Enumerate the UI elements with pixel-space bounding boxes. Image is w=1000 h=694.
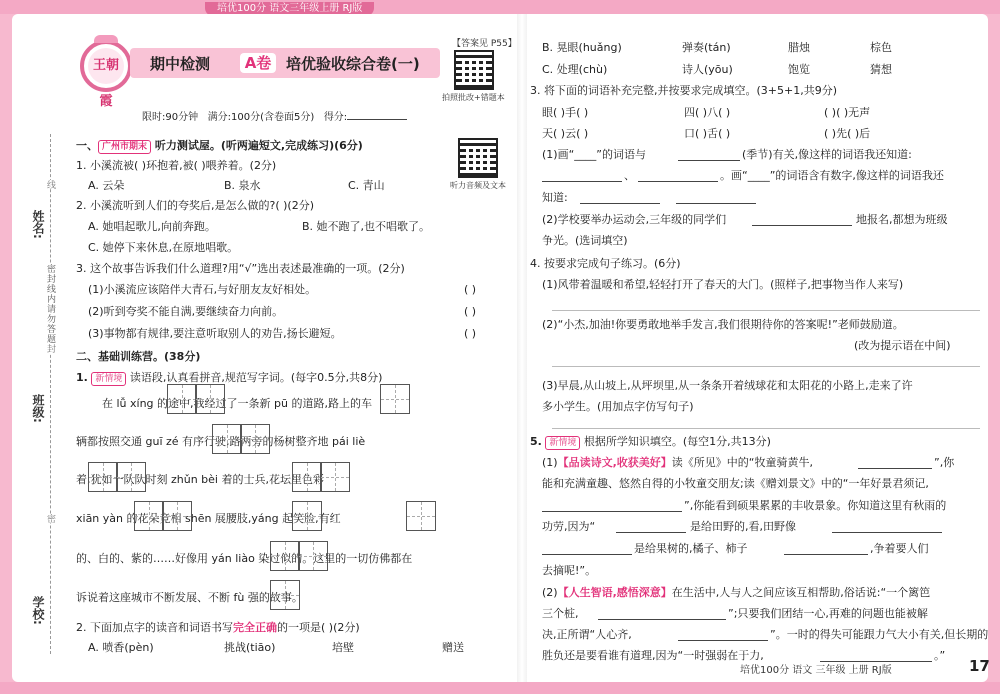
season-blank[interactable] (678, 160, 740, 161)
q2b-option-a-word2: 挑战(tiāo) (224, 641, 276, 654)
word-blank[interactable] (638, 181, 718, 182)
page-fold (517, 14, 527, 682)
top-border (0, 0, 1000, 14)
word-blank[interactable] (542, 181, 622, 182)
char-box[interactable] (167, 384, 197, 414)
q3-sub1-sep: 、 (624, 169, 635, 182)
q5-2-line-1 (542, 585, 930, 601)
q5-2-end: 。” (934, 649, 946, 662)
q1-option-a[interactable]: A. 云朵 (88, 179, 125, 192)
q2-option-b[interactable]: B. 她不跑了,也不唱歌了。 (302, 220, 431, 233)
answer-reference: 【答案见 P55】 (452, 39, 517, 49)
char-box[interactable] (380, 384, 410, 414)
crown-icon (94, 35, 118, 43)
region-tag: 广州市期末 (98, 140, 151, 154)
section-one-heading (76, 138, 363, 154)
paper-title: 培优验收综合卷(一) (286, 55, 420, 73)
audio-qr-caption: 听力音频及文本 (450, 181, 506, 190)
paper-label: A卷 (240, 53, 276, 73)
section-one-title: 听力测试屋。(听两遍短文,完成练习)(6分) (154, 139, 363, 152)
text-blank[interactable] (784, 554, 868, 555)
text-blank[interactable] (832, 532, 942, 533)
idiom-4[interactable]: 天( )云( ) (542, 127, 589, 140)
seal-strip (12, 14, 70, 682)
passage-line-6: 诉说着这座城市不断发展、不断 fù 强的故事。 (76, 591, 303, 604)
q5-number: 5. (530, 435, 542, 448)
q2b-option-b-word4: 棕色 (870, 41, 892, 54)
q4-item-3-hint: 多小学生。(用加点字仿写句子) (542, 400, 694, 413)
q3-sub1-text-b: (季节)有关,像这样的词语我还知道: (742, 148, 912, 161)
q1-option-b[interactable]: B. 泉水 (224, 179, 261, 192)
q2b-option-b[interactable]: B. 晃眼(huǎng) (542, 41, 622, 54)
q5-2-text: 在生活中,人与人之间应该互相帮助,俗话说:“一个篱笆 (671, 586, 931, 599)
q3-sub1-text-d: 。画“____”的词语含有数字,像这样的词语我还 (720, 169, 944, 182)
question-1: 1. 小溪流被( )环抱着,被( )喂养着。(2分) (76, 159, 277, 172)
section-one-number: 一、 (76, 139, 98, 152)
seal-line (50, 134, 51, 654)
q5-1-line-6: 去摘呢!”。 (542, 564, 597, 577)
char-box[interactable] (212, 424, 242, 454)
name-label: 姓名: (31, 210, 45, 239)
saying-blank[interactable] (598, 619, 726, 620)
exam-info (142, 108, 407, 123)
poem-blank[interactable] (542, 511, 682, 512)
passage-number: 1. (76, 371, 88, 384)
q1-option-c[interactable]: C. 青山 (348, 179, 385, 192)
q2b-option-c-word4: 猜想 (870, 63, 892, 76)
q5-tag: 新情境 (545, 436, 580, 450)
char-box[interactable] (116, 462, 146, 492)
seal-char-line: 线 (45, 180, 55, 189)
idiom-5[interactable]: 口( )舌( ) (684, 127, 731, 140)
logo-text: 王朝霞 (88, 48, 124, 84)
passage-question (76, 370, 382, 386)
seal-char-seal: 封 (45, 344, 55, 353)
q5-2-line-4: 胜负还是要看谁有道理,因为“一时强弱在于力, (542, 649, 764, 662)
q5-1-line-5: 是给果树的,橘子、柿子 (634, 542, 748, 555)
score-label: 得分: (323, 112, 348, 123)
question-4: 4. 按要求完成句子练习。(6分) (530, 257, 681, 270)
q3-answer-2[interactable]: ( ) (464, 305, 477, 318)
poem-blank[interactable] (858, 468, 932, 469)
char-box[interactable] (292, 501, 322, 531)
q2b-option-c[interactable]: C. 处理(chù) (542, 63, 608, 76)
idiom-3[interactable]: ( )( )无声 (824, 106, 871, 119)
char-box[interactable] (195, 384, 225, 414)
idiom-6[interactable]: ( )先( )后 (824, 127, 871, 140)
worksheet-page (12, 14, 988, 682)
q5-1-line-5b: ,争着要人们 (870, 542, 929, 555)
time-limit: 限时:90分钟 (142, 112, 199, 123)
new-context-tag: 新情境 (91, 372, 126, 386)
footer-info: 培优100分 语文 三年级 上册 RJ版 (740, 665, 892, 676)
q3-item-2: (2)听到夸奖不能自满,要继续奋力向前。 (88, 305, 284, 318)
q5-2-line-3b: ”。一时的得失可能跟力气大小有关,但长期的 (770, 628, 989, 641)
q5-1-line-1 (542, 455, 813, 471)
q3-answer-1[interactable]: ( ) (464, 283, 477, 296)
question-5 (530, 434, 771, 450)
passage-line-3: 着,犹如一队队时刻 zhǔn bèi 着的士兵,花坛里色彩 (76, 473, 324, 486)
q2-option-c[interactable]: C. 她停下来休息,在原地唱歌。 (88, 241, 239, 254)
passage-line-2: 辆都按照交通 guī zé 有序行驶,路两旁的杨树整齐地 pái liè (76, 435, 366, 448)
title-bar (130, 48, 440, 78)
char-box[interactable] (270, 580, 300, 610)
q5-1-line-4b: 是给田野的,看,田野像 (690, 520, 796, 533)
q2b-option-c-word2: 诗人(yōu) (682, 63, 733, 76)
page-number: 17 (969, 657, 990, 675)
qr-code-icon[interactable] (454, 50, 494, 90)
q2b-option-a[interactable]: A. 喷香(pèn) (88, 641, 154, 654)
seal-char-secret: 密 (45, 514, 55, 523)
q3-item-3: (3)事物都有规律,要注意听取别人的劝告,扬长避短。 (88, 327, 342, 340)
word-blank[interactable] (676, 203, 756, 204)
score-blank[interactable] (347, 119, 407, 120)
section-two-heading: 二、基础训练营。(38分) (76, 350, 201, 363)
qr-caption: 拍照批改+错题本 (442, 93, 505, 102)
q2b-text: 2. 下面加点字的读音和词语书写 (76, 621, 233, 634)
q5-1-line-3: ”,你能看到硕果累累的丰收景象。你知道这里有秋雨的 (684, 499, 947, 512)
no-answer-warning: 密封线内请勿答题 (45, 264, 55, 344)
exam-type: 期中检测 (150, 55, 211, 73)
choose-word-blank[interactable] (752, 225, 852, 226)
q3-sub2-text-b: 地报名,都想为班级 (856, 213, 948, 226)
q2b-option-a-word4: 赠送 (442, 641, 464, 654)
q3-sub1-text: (1)画“____”的词语与 (542, 148, 646, 161)
idiom-2[interactable]: 四( )八( ) (684, 106, 731, 119)
q5-2-line-2b: ”;只要我们团结一心,再难的问题也能被解 (728, 607, 928, 620)
word-blank[interactable] (580, 203, 660, 204)
passage-line-5: 的、白的、紫的……好像用 yán liào 染过似的。这里的一切仿佛都在 (76, 552, 413, 565)
q2b-option-b-word3: 腊烛 (788, 41, 810, 54)
answer-line[interactable] (552, 310, 980, 311)
q2b-option-c-word3: 饱览 (788, 63, 810, 76)
passage-line-4: xiān yàn 的花朵竞相 shēn 展腰肢,yáng 起笑脸,有红 (76, 512, 341, 525)
question-3-words: 3. 将下面的词语补充完整,并按要求完成填空。(3+5+1,共9分) (530, 84, 837, 97)
char-box[interactable] (320, 462, 350, 492)
char-box[interactable] (162, 501, 192, 531)
char-box[interactable] (406, 501, 436, 531)
question-3: 3. 这个故事告诉我们什么道理?用“√”选出表述最准确的一项。(2分) (76, 262, 405, 275)
q4-item-1: (1)风带着温暖和希望,轻轻打开了春天的大门。(照样子,把事物当作人来写) (542, 278, 904, 291)
q2-option-a[interactable]: A. 她唱起歌儿,向前奔跑。 (88, 220, 216, 233)
q5-2-theme: 【人生智语,感悟深意】 (557, 586, 672, 599)
header-tag: 培优100分 语文三年级上册 RJ版 (205, 2, 374, 16)
q5-2-line-3: 决,正所谓“人心齐, (542, 628, 632, 641)
q2b-emphasis: 完全正确 (233, 621, 277, 634)
q2b-end: 的一项是( )(2分) (277, 621, 360, 634)
q5-1-index: (1) (542, 456, 558, 469)
bottom-border (0, 682, 1000, 694)
school-label: 学校: (31, 596, 45, 625)
q2b-option-b-word2: 弹奏(tán) (682, 41, 731, 54)
audio-qr-code-icon[interactable] (458, 138, 498, 178)
question-2b (76, 620, 360, 636)
q3-sub1-text-e: 知道: (542, 191, 568, 204)
text-blank[interactable] (616, 532, 686, 533)
text-blank[interactable] (542, 554, 632, 555)
q4-item-2: (2)“小杰,加油!你要勇敢地举手发言,我们很期待你的答案呢!”老师鼓励道。 (542, 318, 904, 331)
q5-1-line-2: 能和充满童趣、悠然自得的小牧童交朋友;读《赠刘景文》中的“一年好景君须记, (542, 477, 929, 490)
q4-item-2-hint: (改为提示语在中间) (854, 339, 951, 352)
saying-blank[interactable] (678, 640, 768, 641)
answer-line[interactable] (552, 366, 980, 367)
full-score: 满分:100分(含卷面5分) (207, 112, 315, 123)
q5-1-end: ”,你 (934, 456, 955, 469)
q5-1-text: 读《所见》中的“牧童骑黄牛, (671, 456, 813, 469)
passage-line-1: 在 lǚ xíng 的途中,我经过了一条新 pū 的道路,路上的车 (102, 397, 372, 410)
char-box[interactable] (292, 462, 322, 492)
char-box[interactable] (134, 501, 164, 531)
q2b-option-a-word3: 培壁 (332, 641, 354, 654)
passage-instruction: 读语段,认真看拼音,规范写字词。(每字0.5分,共8分) (129, 371, 383, 384)
answer-line[interactable] (552, 428, 980, 429)
q4-item-3: (3)早晨,从山坡上,从坪坝里,从一条条开着绒球花和太阳花的小路上,走来了许 (542, 379, 913, 392)
q3-sub2-text: (2)学校要举办运动会,三年级的同学们 (542, 213, 727, 226)
char-box[interactable] (88, 462, 118, 492)
q3-item-1: (1)小溪流应该陪伴大青石,与好朋友友好相处。 (88, 283, 317, 296)
q3-answer-3[interactable]: ( ) (464, 327, 477, 340)
brand-logo (80, 40, 132, 109)
class-label: 班级: (31, 394, 45, 423)
q3-sub2-text-c: 争光。(选词填空) (542, 234, 628, 247)
q5-1-theme: 【品读诗文,收获美好】 (557, 456, 672, 469)
char-box[interactable] (270, 541, 300, 571)
idiom-1[interactable]: 眼( )手( ) (542, 106, 589, 119)
q5-2-line-2: 三个桩, (542, 607, 579, 620)
q5-instruction: 根据所学知识填空。(每空1分,共13分) (583, 435, 771, 448)
question-2: 2. 小溪流听到人们的夸奖后,是怎么做的?( )(2分) (76, 199, 314, 212)
char-box[interactable] (240, 424, 270, 454)
char-box[interactable] (298, 541, 328, 571)
q5-2-index: (2) (542, 586, 558, 599)
q5-1-line-4: 功劳,因为“ (542, 520, 596, 533)
